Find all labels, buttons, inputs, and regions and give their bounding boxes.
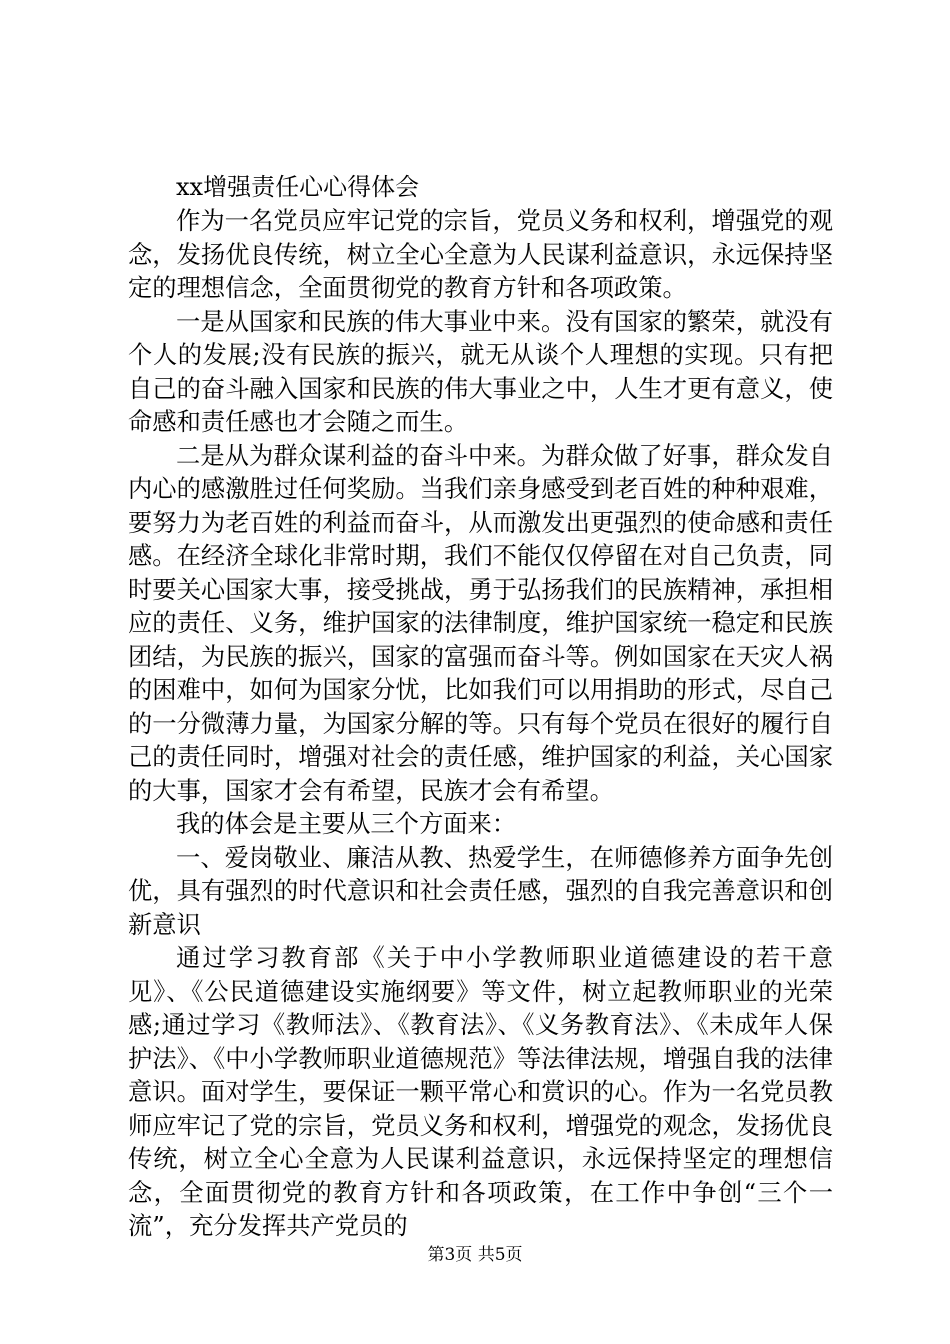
paragraph-6: 通过学习教育部《关于中小学教师职业道德建设的若干意见》、《公民道德建设实施纲要》等文件，树立起教师职业的光荣感;通过学习《教师法》、《教育法》、《义务教育法》、《未成年人保护法》、《中小学教师职业道德规范》等法律法规，增强自我的法律意识。面对学生，要保证一颗平常心和赏识的心。作为一名党员教师应牢记了党的宗旨，党员义务和权利，增强党的观念，发扬优良传统，树立全心全意为人民谋利益意识，永远保持坚定的理想信念，全面贯彻党的教育方针和各项政策，在工作中争创“三个一流”，充分发挥共产党员的 [128,943,833,1240]
paragraph-2: 一是从国家和民族的伟大事业中来。没有国家的繁荣，就没有个人的发展;没有民族的振兴，就无从谈个人理想的实现。只有把自己的奋斗融入国家和民族的伟大事业之中，人生才更有意义，使命感和责任感也才会随之而生。 [128,306,833,436]
page-number-footer: 第3页 共5页 [427,1245,523,1265]
paragraph-1: 作为一名党员应牢记党的宗旨，党员义务和权利，增强党的观念，发扬优良传统，树立全心全意为人民谋利益意识，永远保持坚定的理想信念，全面贯彻党的教育方针和各项政策。 [128,206,833,302]
paragraph-5: 一、爱岗敬业、廉洁从教、热爱学生，在师德修养方面争先创优，具有强烈的时代意识和社会责任感，强烈的自我完善意识和创新意识 [128,842,833,939]
document-title: xx增强责任心心得体会 [176,173,420,201]
document-body [128,170,833,1243]
paragraph-3: 二是从为群众谋利益的奋斗中来。为群众做了好事，群众发自内心的感激胜过任何奖励。当我们亲身感受到老百姓的种种艰难，要努力为老百姓的利益而奋斗，从而激发出更强烈的使命感和责任感。在经济全球化非常时期，我们不能仅仅停留在对自己负责，同时要关心国家大事，接受挑战，勇于弘扬我们的民族精神，承担相应的责任、义务，维护国家的法律制度，维护国家统一稳定和民族团结，为民族的振兴，国家的富强而奋斗等。例如国家在天灾人祸的困难中，如何为国家分忧，比如我们可以用捐助的形式，尽自己的一分微薄力量，为国家分解的等。只有每个党员在很好的履行自己的责任同时，增强对社会的责任感，维护国家的利益，关心国家的大事，国家才会有希望，民族才会有希望。 [128,440,833,805]
paragraph-4: 我的体会是主要从三个方面来： [176,809,517,838]
